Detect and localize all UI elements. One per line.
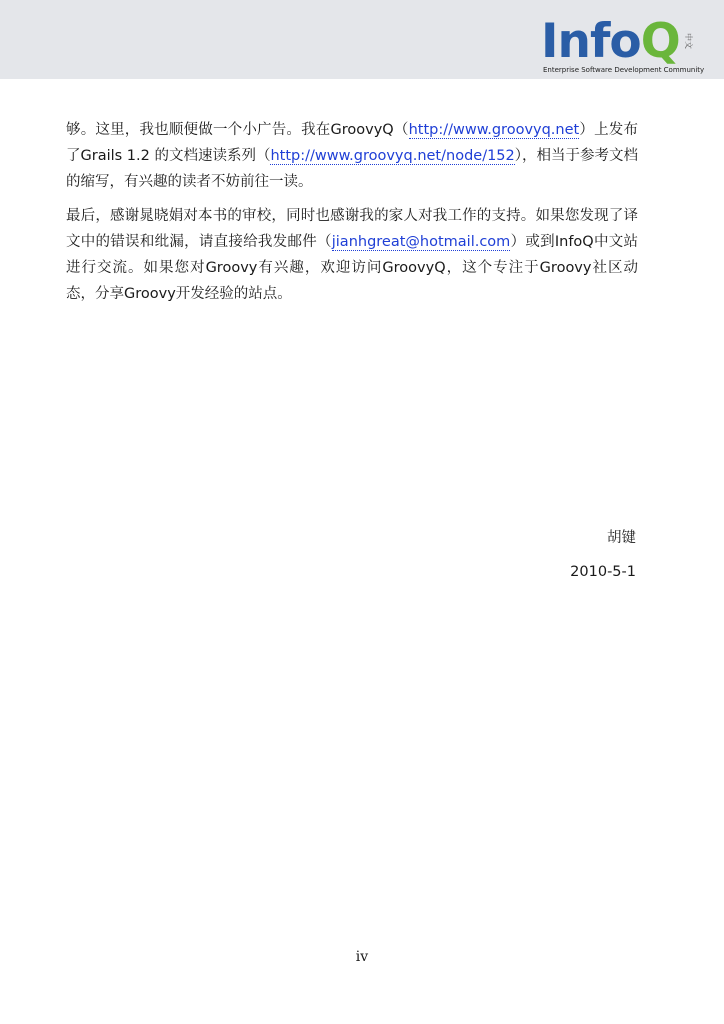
paragraph-text: ），相当于参考文档的缩写，有兴趣的读者不妨前往一读。: [66, 148, 639, 190]
groovyq-link[interactable]: http://www.groovyq.net: [408, 122, 580, 138]
paragraph-text: ）上发布了Grails 1.2 的文档速读系列（: [66, 122, 638, 164]
logo-info-text: Info: [541, 14, 641, 69]
grails-docs-link[interactable]: http://www.groovyq.net/node/152: [270, 148, 515, 164]
logo-wordmark: [541, 14, 680, 69]
signature-date: 2010-5-1: [570, 564, 636, 580]
email-link[interactable]: jianhgreat@hotmail.com: [331, 234, 511, 250]
logo-side-text: 中文: [684, 33, 693, 49]
paragraph-text: 最后，感谢晁晓娟对本书的审校，同时也感谢我的家人对我工作的支持。如果您发现了译文中的错误和纰漏，请直接给我发邮件（: [66, 208, 638, 250]
page-number: iv: [355, 949, 369, 965]
signature-block: [570, 521, 636, 589]
page-header-band: [0, 0, 724, 79]
paragraph-groovyq-ad: [66, 117, 638, 195]
paragraph-text: 够。这里，我也顺便做一个小广告。我在GroovyQ（: [66, 122, 409, 138]
paragraph-acknowledgements: [66, 203, 638, 307]
logo-q-text: Q: [640, 14, 680, 69]
author-name: 胡键: [607, 530, 636, 546]
body-text: [66, 117, 638, 315]
infoq-logo: [541, 14, 711, 77]
paragraph-text: ）或到InfoQ中文站进行交流。如果您对Groovy有兴趣，欢迎访问GroovyQ，这个专注于Groovy社区动态，分享Groovy开发经验的站点。: [66, 234, 639, 302]
logo-tagline: Enterprise Software Development Community: [543, 66, 705, 74]
